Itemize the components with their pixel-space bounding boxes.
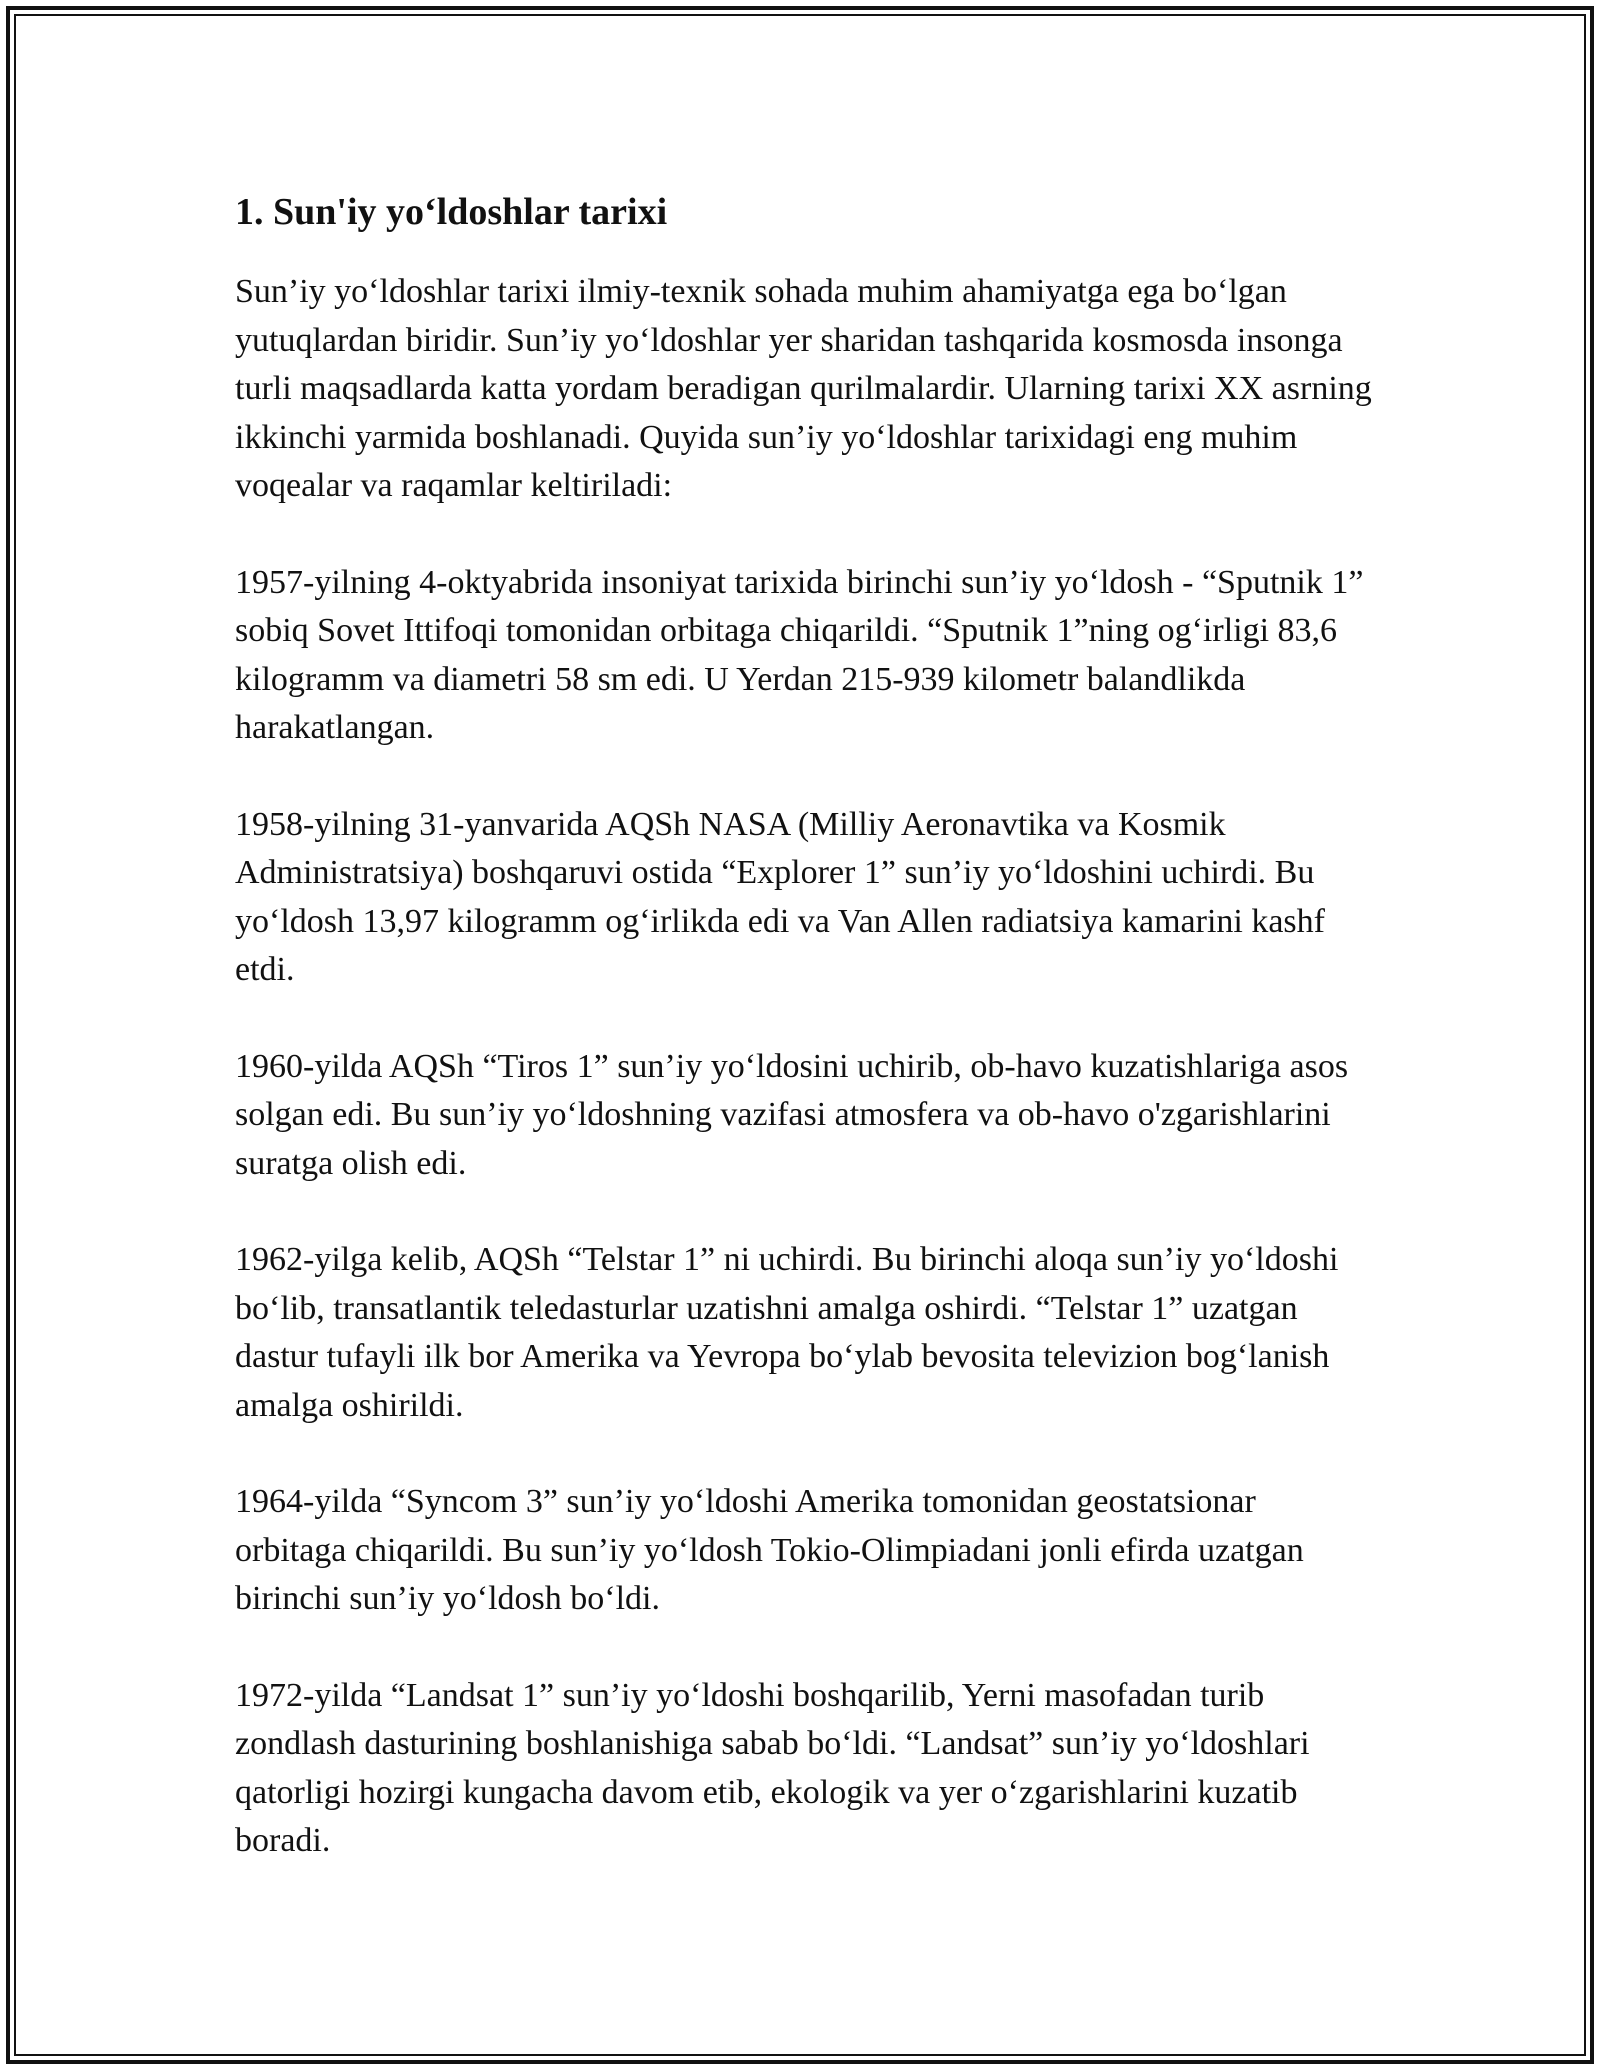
intro-paragraph: Sun’iy yo‘ldoshlar tarixi ilmiy-texnik sohada muhim ahamiyatga ega bo‘lgan yutuqlardan biridir. Sun’iy yo‘ldoshlar yer sharidan tashqarida kosmosda insonga turli maqsadlarda katta yordam beradigan qurilmalardir. Ularning tarixi XX asrning ikkinchi yarmida boshlanadi. Quyida sun’iy yo‘ldoshlar tarixidagi eng muhim voqealar va raqamlar keltiriladi: <box>235 273 1372 504</box>
section-heading: 1. Sun'iy yo‘ldoshlar tarixi <box>235 191 668 233</box>
paragraph-1964-syncom: 1964-yilda “Syncom 3” sun’iy yo‘ldoshi Amerika tomonidan geostatsionar orbitaga chiqarildi. Bu sun’iy yo‘ldosh Tokio-Olimpiadani jonli efirda uzatgan birinchi sun’iy yo‘ldosh bo‘ldi. <box>235 1483 1304 1617</box>
paragraph-1957-sputnik: 1957-yilning 4-oktyabrida insoniyat tarixida birinchi sun’iy yo‘ldosh - “Sputnik 1” sobiq Sovet Ittifoqi tomonidan orbitaga chiqarildi. “Sputnik 1”ning og‘irligi 83,6 kilogramm va diametri 58 sm edi. U Yerdan 215-939 kilometr balandlikda harakatlangan. <box>235 563 1364 746</box>
document-body <box>235 186 1375 1914</box>
paragraph-1958-explorer: 1958-yilning 31-yanvarida AQSh NASA (Milliy Aeronavtika va Kosmik Administratsiya) boshqaruvi ostida “Explorer 1” sun’iy yo‘ldoshini uchirdi. Bu yo‘ldosh 13,97 kilogramm og‘irlikda edi va Van Allen radiatsiya kamarini kashf etdi. <box>235 805 1325 988</box>
paragraph-1962-telstar: 1962-yilga kelib, AQSh “Telstar 1” ni uchirdi. Bu birinchi aloqa sun’iy yo‘ldoshi bo‘lib, transatlantik teledasturlar uzatishni amalga oshirdi. “Telstar 1” uzatgan dastur tufayli ilk bor Amerika va Yevropa bo‘ylab bevosita televizion bog‘lanish amalga oshirildi. <box>235 1241 1339 1424</box>
paragraph-1960-tiros: 1960-yilda AQSh “Tiros 1” sun’iy yo‘ldosini uchirib, ob-havo kuzatishlariga asos solgan edi. Bu sun’iy yo‘ldoshning vazifasi atmosfera va ob-havo o'zgarishlarini suratga olish edi. <box>235 1047 1349 1182</box>
paragraph-1972-landsat: 1972-yilda “Landsat 1” sun’iy yo‘ldoshi boshqarilib, Yerni masofadan turib zondlash dasturining boshlanishiga sabab bo‘ldi. “Landsat” sun’iy yo‘ldoshlari qatorligi hozirgi kungacha davom etib, ekologik va yer o‘zgarishlarini kuzatib boradi. <box>235 1676 1310 1859</box>
